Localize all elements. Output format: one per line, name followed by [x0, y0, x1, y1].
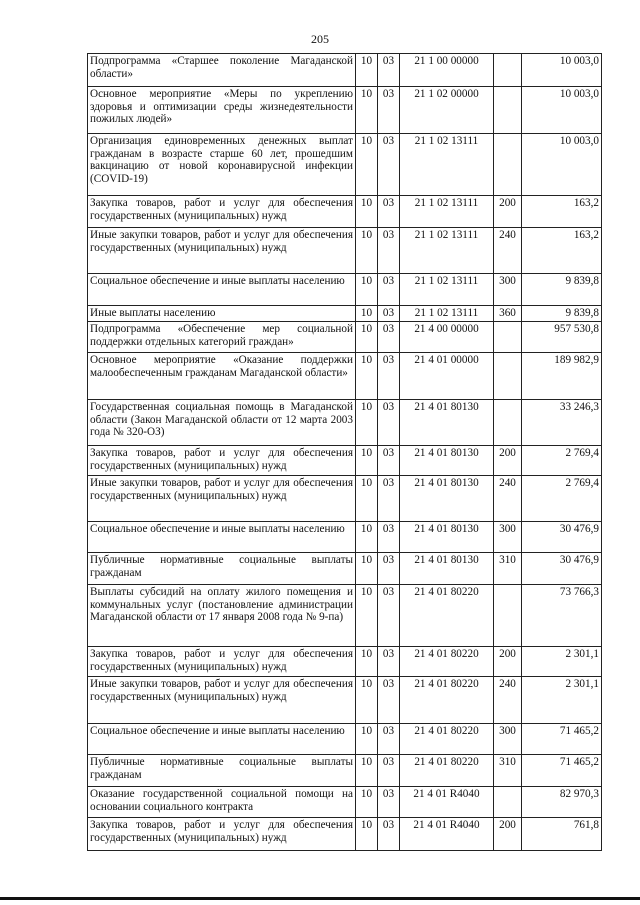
table-row: [88, 522, 602, 553]
row-expense-type: 200: [494, 446, 522, 476]
row-target-article: 21 4 01 80130: [400, 400, 494, 446]
row-subsection: 03: [378, 306, 400, 322]
row-subsection: 03: [378, 228, 400, 274]
table-row: [88, 647, 602, 677]
table-row: [88, 553, 602, 585]
row-section: 10: [356, 274, 378, 306]
row-section: 10: [356, 87, 378, 134]
row-target-article: 21 4 01 00000: [400, 353, 494, 400]
row-target-article: 21 1 02 13111: [400, 274, 494, 306]
row-section: 10: [356, 677, 378, 724]
row-name: Социальное обеспечение и иные выплаты населению: [88, 522, 356, 553]
row-name: Иные закупки товаров, работ и услуг для обеспечения государственных (муниципальных) нужд: [88, 677, 356, 724]
row-section: 10: [356, 228, 378, 274]
row-subsection: 03: [378, 522, 400, 553]
row-subsection: 03: [378, 755, 400, 787]
row-expense-type: 300: [494, 522, 522, 553]
table-row: [88, 134, 602, 196]
row-subsection: 03: [378, 677, 400, 724]
row-amount: 2 301,1: [522, 647, 602, 677]
row-target-article: 21 4 00 00000: [400, 322, 494, 353]
row-section: 10: [356, 522, 378, 553]
row-section: 10: [356, 134, 378, 196]
table-row: [88, 585, 602, 647]
row-amount: 10 003,0: [522, 87, 602, 134]
row-target-article: 21 4 01 80130: [400, 476, 494, 522]
row-subsection: 03: [378, 787, 400, 818]
table-row: [88, 353, 602, 400]
row-amount: 10 003,0: [522, 134, 602, 196]
row-amount: 73 766,3: [522, 585, 602, 647]
row-section: 10: [356, 54, 378, 87]
row-name: Основное мероприятие «Меры по укреплению здоровья и оптимизации среды жизнедеятельности пожилых людей»: [88, 87, 356, 134]
row-subsection: 03: [378, 818, 400, 851]
row-target-article: 21 4 01 80220: [400, 677, 494, 724]
row-amount: 9 839,8: [522, 306, 602, 322]
row-target-article: 21 4 01 80130: [400, 446, 494, 476]
row-name: Подпрограмма «Обеспечение мер социальной поддержки отдельных категорий граждан»: [88, 322, 356, 353]
row-expense-type: 310: [494, 755, 522, 787]
row-amount: 33 246,3: [522, 400, 602, 446]
row-amount: 71 465,2: [522, 724, 602, 755]
row-expense-type: [494, 134, 522, 196]
row-name: Закупка товаров, работ и услуг для обеспечения государственных (муниципальных) нужд: [88, 647, 356, 677]
row-amount: 163,2: [522, 196, 602, 228]
row-section: 10: [356, 353, 378, 400]
row-target-article: 21 4 01 80130: [400, 522, 494, 553]
row-expense-type: 200: [494, 196, 522, 228]
table-row: [88, 322, 602, 353]
row-target-article: 21 4 01 R4040: [400, 787, 494, 818]
table-row: [88, 54, 602, 87]
row-expense-type: [494, 87, 522, 134]
table-row: [88, 476, 602, 522]
table-row: [88, 400, 602, 446]
row-section: 10: [356, 476, 378, 522]
table-row: [88, 87, 602, 134]
row-subsection: 03: [378, 196, 400, 228]
row-expense-type: 240: [494, 228, 522, 274]
table-row: [88, 724, 602, 755]
row-section: 10: [356, 446, 378, 476]
row-name: Основное мероприятие «Оказание поддержки малообеспеченным гражданам Магаданской области»: [88, 353, 356, 400]
table-row: [88, 677, 602, 724]
row-section: 10: [356, 647, 378, 677]
row-name: Подпрограмма «Старшее поколение Магаданской области»: [88, 54, 356, 87]
row-amount: 163,2: [522, 228, 602, 274]
page-number: 205: [311, 32, 329, 46]
page-bottom-rule: [0, 897, 640, 900]
row-expense-type: [494, 353, 522, 400]
row-target-article: 21 4 01 80220: [400, 585, 494, 647]
table-row: [88, 228, 602, 274]
row-subsection: 03: [378, 446, 400, 476]
row-expense-type: 200: [494, 818, 522, 851]
row-amount: 71 465,2: [522, 755, 602, 787]
row-name: Публичные нормативные социальные выплаты гражданам: [88, 755, 356, 787]
budget-table: [87, 53, 602, 851]
row-name: Публичные нормативные социальные выплаты гражданам: [88, 553, 356, 585]
row-section: 10: [356, 755, 378, 787]
row-subsection: 03: [378, 724, 400, 755]
row-section: 10: [356, 322, 378, 353]
row-subsection: 03: [378, 476, 400, 522]
row-subsection: 03: [378, 274, 400, 306]
table-row: [88, 446, 602, 476]
row-name: Закупка товаров, работ и услуг для обеспечения государственных (муниципальных) нужд: [88, 446, 356, 476]
budget-table-body: [88, 54, 602, 851]
row-expense-type: [494, 400, 522, 446]
row-expense-type: [494, 585, 522, 647]
row-subsection: 03: [378, 322, 400, 353]
row-expense-type: 300: [494, 274, 522, 306]
row-name: Иные закупки товаров, работ и услуг для обеспечения государственных (муниципальных) нужд: [88, 228, 356, 274]
row-name: Организация единовременных денежных выплат гражданам в возрасте старше 60 лет, прошедшим вакцинацию от новой коронавирусной инфекции (COVID-19): [88, 134, 356, 196]
row-subsection: 03: [378, 647, 400, 677]
row-expense-type: [494, 787, 522, 818]
row-section: 10: [356, 585, 378, 647]
row-expense-type: 310: [494, 553, 522, 585]
row-section: 10: [356, 196, 378, 228]
row-target-article: 21 1 02 13111: [400, 306, 494, 322]
row-expense-type: 240: [494, 677, 522, 724]
row-expense-type: 360: [494, 306, 522, 322]
row-amount: 30 476,9: [522, 553, 602, 585]
row-target-article: 21 1 02 00000: [400, 87, 494, 134]
row-section: 10: [356, 400, 378, 446]
row-target-article: 21 4 01 80130: [400, 553, 494, 585]
row-target-article: 21 4 01 80220: [400, 755, 494, 787]
row-amount: 82 970,3: [522, 787, 602, 818]
row-expense-type: 240: [494, 476, 522, 522]
row-amount: 761,8: [522, 818, 602, 851]
table-row: [88, 196, 602, 228]
row-amount: 10 003,0: [522, 54, 602, 87]
row-name: Закупка товаров, работ и услуг для обеспечения государственных (муниципальных) нужд: [88, 196, 356, 228]
row-amount: 2 769,4: [522, 476, 602, 522]
row-name: Социальное обеспечение и иные выплаты населению: [88, 724, 356, 755]
row-subsection: 03: [378, 400, 400, 446]
row-target-article: 21 1 02 13111: [400, 134, 494, 196]
row-subsection: 03: [378, 585, 400, 647]
row-amount: 957 530,8: [522, 322, 602, 353]
row-amount: 2 301,1: [522, 677, 602, 724]
row-expense-type: [494, 54, 522, 87]
row-subsection: 03: [378, 54, 400, 87]
table-row: [88, 306, 602, 322]
row-target-article: 21 4 01 R4040: [400, 818, 494, 851]
row-section: 10: [356, 818, 378, 851]
row-subsection: 03: [378, 353, 400, 400]
row-target-article: 21 1 02 13111: [400, 228, 494, 274]
table-row: [88, 818, 602, 851]
row-expense-type: [494, 322, 522, 353]
row-name: Оказание государственной социальной помощи на основании социального контракта: [88, 787, 356, 818]
row-subsection: 03: [378, 87, 400, 134]
row-expense-type: 300: [494, 724, 522, 755]
table-row: [88, 274, 602, 306]
row-amount: 189 982,9: [522, 353, 602, 400]
row-name: Закупка товаров, работ и услуг для обеспечения государственных (муниципальных) нужд: [88, 818, 356, 851]
row-subsection: 03: [378, 134, 400, 196]
row-amount: 2 769,4: [522, 446, 602, 476]
row-target-article: 21 4 01 80220: [400, 647, 494, 677]
row-name: Государственная социальная помощь в Магаданской области (Закон Магаданской области от 12 марта 2003 года № 320-ОЗ): [88, 400, 356, 446]
row-name: Иные закупки товаров, работ и услуг для обеспечения государственных (муниципальных) нужд: [88, 476, 356, 522]
row-name: Выплаты субсидий на оплату жилого помещения и коммунальных услуг (постановление администрации Магаданской области от 17 января 2008 года № 9-па): [88, 585, 356, 647]
row-name: Социальное обеспечение и иные выплаты населению: [88, 274, 356, 306]
row-target-article: 21 1 02 13111: [400, 196, 494, 228]
row-subsection: 03: [378, 553, 400, 585]
table-row: [88, 787, 602, 818]
row-amount: 30 476,9: [522, 522, 602, 553]
row-section: 10: [356, 553, 378, 585]
row-expense-type: 200: [494, 647, 522, 677]
row-name: Иные выплаты населению: [88, 306, 356, 322]
row-target-article: 21 4 01 80220: [400, 724, 494, 755]
row-section: 10: [356, 787, 378, 818]
row-section: 10: [356, 724, 378, 755]
row-amount: 9 839,8: [522, 274, 602, 306]
row-section: 10: [356, 306, 378, 322]
table-row: [88, 755, 602, 787]
row-target-article: 21 1 00 00000: [400, 54, 494, 87]
